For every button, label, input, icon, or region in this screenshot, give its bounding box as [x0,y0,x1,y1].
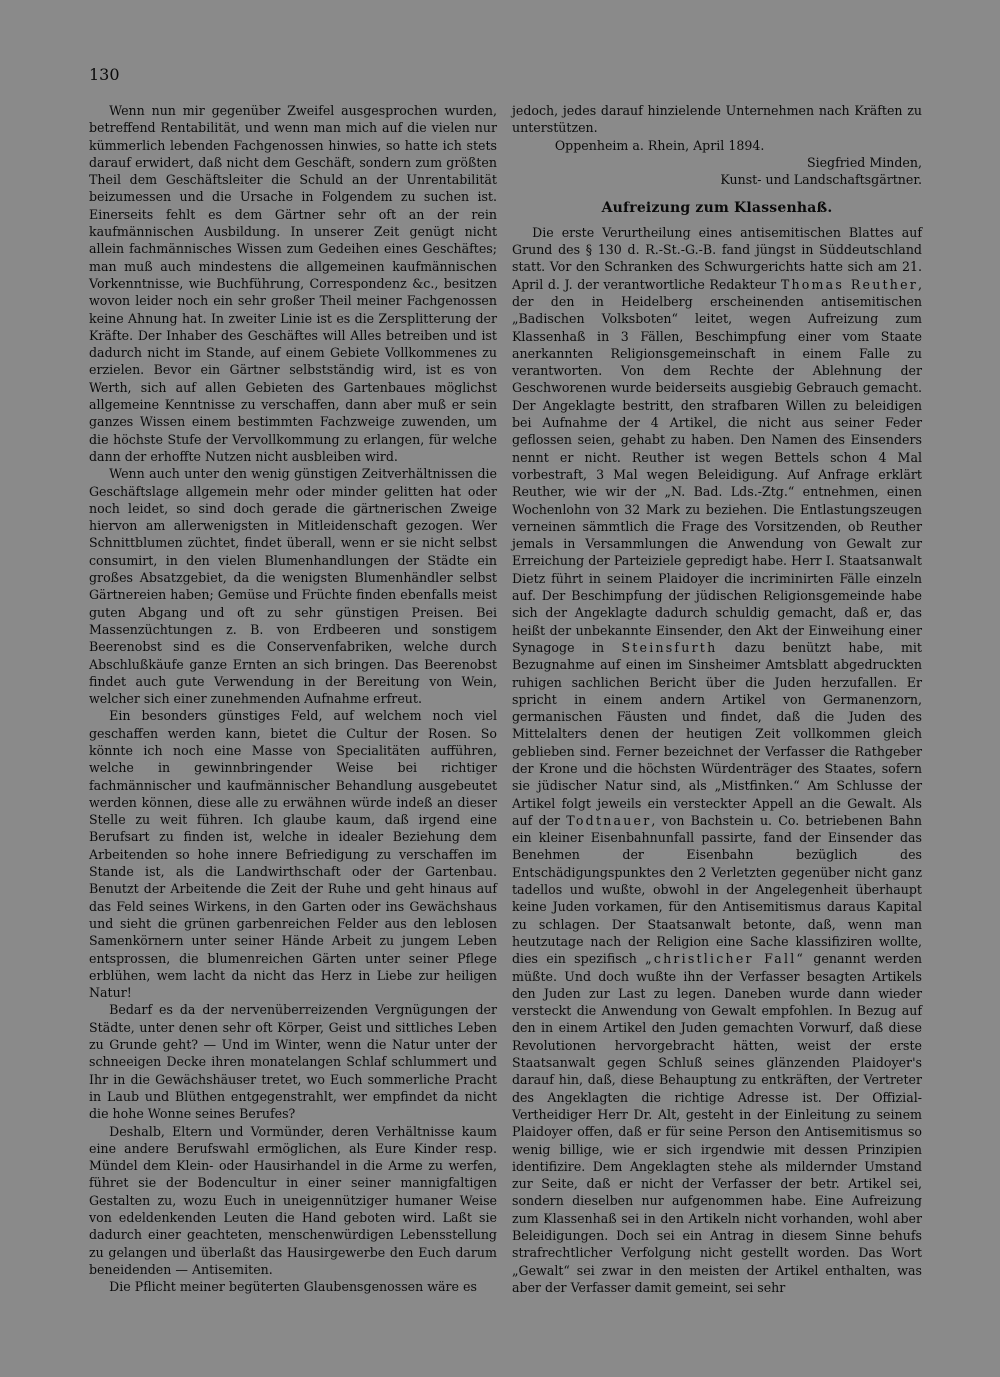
signoff-place-date: Oppenheim a. Rhein, April 1894. [554,137,765,153]
spaced-name: Steinsfurth [621,639,718,655]
article-paragraph [512,224,922,1296]
author-title: Kunst- und Landschaftsgärtner. [720,172,922,188]
text-run: genannt werden müßte. Und doch wußte ihn der Verfasser besagten Artikels den Juden zur Last zu legen. Daneben wurde dann wieder versteckt die Anwendung von Gewalt empfohlen. In Bezug auf den in einem Artikel den Juden gemachten Vorwurf, daß diese Revolutionen hervorgebracht hätten, weist der erste Staatsanwalt gegen Schluß seines glänzenden Plaidoyer's darauf hin, daß, diese Behauptung zu entkräften, der Vertreter des Angeklagten die richtige Adresse ist. Der Offizial-Vertheidiger Herr Dr. Alt, gesteht in der Einleitung zu seinem Plaidoyer offen, daß er für seine Person den Antisemitismus so wenig billige, wie er sich irgendwie mit dessen Prinzipien identifizire. Dem Angeklagten stehe als mildernder Umstand zur Seite, daß er nicht der Verfasser der betr. Artikel sei, sondern dieselben nur aufgenommen habe. Eine Aufreizung zum Klassenhaß sei in den Artikeln nicht vorhanden, wohl aber Beleidigungen. Doch sei ein Antrag in diesem Sinne behufs strafrechtlicher Verfolgung nicht gestellt worden. Das Wort „Gewalt“ sei zwar in den meisten der Artikel enthalten, was aber der Verfasser damit gemeint, sei sehr [512,951,922,1295]
spaced-name: Todtnauer [566,812,652,828]
paragraph: Wenn nun mir gegenüber Zweifel ausgesprochen wurden, betreffend Rentabilität, und wenn man mich auf die vielen nur kümmerlich lebenden Fachgenossen hinwies, so hatte ich stets darauf erwidert, daß nicht dem Geschäft, sondern zum größten Theil dem Geschäftsleiter die Schuld an der Unrentabilität beizumessen und die Ursache in Folgendem zu suchen ist. Einerseits fehlt es dem Gärtner sehr oft an der rein kaufmännischen Ausbildung. In unserer Zeit genügt nicht allein fachmännisches Wissen zum Gedeihen eines Geschäftes; man muß auch mindestens die allgemeinen kaufmännischen Vorkenntnisse, wie Buchführung, Correspondenz &c., besitzen wovon leider noch ein sehr großer Theil meiner Fachgenossen keine Ahnung hat. In zweiter Linie ist es die Zersplitterung der Kräfte. Der Inhaber des Geschäftes will Alles betreiben und ist dadurch nicht im Stande, auf einem Gebiete Vollkommenes zu erzielen. Bevor ein Gärtner selbstständig wird, ist es von Werth, sich auf allen Gebieten des Gartenbaues möglichst allgemeine Kenntnisse zu verschaffen, dann aber muß er sein ganzes Wissen einem bestimmten Fachzweige zuwenden, um die höchste Stufe der Vervollkommung zu erlangen, für welche dann der erhoffte Nutzen nicht ausbleiben wird. [89,103,497,464]
spaced-name: Thomas Reuther [780,276,918,292]
paragraph: Bedarf es da der nervenüberreizenden Vergnügungen der Städte, unter denen sehr oft Körper, Geist und sittliches Leben zu Grunde geht? — Und im Winter, wenn die Natur unter der schneeigen Decke ihren monatelangen Schlaf schlummert und Ihr in die Gewächshäuser tretet, wo Euch sommerliche Pracht in Laub und Blüthen entgegenstrahlt, wer empfindet da nicht die hohe Wonne seines Berufes? [89,1002,497,1122]
spaced-name: „christlicher Fall“ [645,951,806,967]
text-run: , der den in Heidelberg erscheinenden antisemitischen „Badischen Volksboten“ leitet, wegen Aufreizung zum Klassenhaß in 3 Fällen, Beschimpfung einer vom Staate anerkannten Religionsgemeinschaft in einem Falle zu verantworten. Von dem Rechte der Ablehnung der Geschworenen wurde beiderseits ausgiebig Gebrauch gemacht. Der Angeklagte bestritt, den strafbaren Willen zu beleidigen bei Aufnahme der 4 Artikel, die nicht aus seiner Feder geflossen seien, gehabt zu haben. Den Namen des Einsenders nennt er nicht. Reuther ist wegen Bettels schon 4 Mal vorbestraft, 3 Mal wegen Beleidigung. Auf Anfrage erklärt Reuther, wie wir der „N. Bad. Lds.-Ztg.“ entnehmen, einen Wochenlohn von 32 Mark zu beziehen. Die Entlastungszeugen verneinen sämmtlich die Frage des Vorsitzenden, ob Reuther jemals in Versammlungen die Anwendung von Gewalt zur Erreichung der Parteiziele gepredigt habe. Herr I. Staatsanwalt Dietz führt in seinem Plaidoyer die incriminirten Fälle einzeln auf. Der Beschimpfung der jüdischen Religionsgemeinde habe sich der Angeklagte dadurch schuldig gemacht, daß er, das heißt der unbekannte Einsender, den Akt der Einweihung einer Synagoge in [512,276,922,655]
page-number: 130 [89,65,120,84]
text-run: dazu benützt habe, mit Bezugnahme auf einen im Sinsheimer Amtsblatt abgedruckten ruhigen sachlichen Bericht über die Juden herzufallen. Er spricht in einem andern Artikel von Germanenzorn, germanischen Fäusten und findet, daß die Juden des Mittelalters denen der heutigen Zeit vollkommen gleich geblieben sind. Ferner bezeichnet der Verfasser die Rathgeber der Krone und die höchsten Würdenträger des Staates, sofern sie jüdischer Natur sind, als „Mistfinken.“ Am Schlusse der Artikel folgt jeweils ein versteckter Appell an die Gewalt. Als auf der [512,639,922,828]
paragraph: Die Pflicht meiner begüterten Glaubensgenossen wäre es [109,1279,477,1295]
paragraph: Deshalb, Eltern und Vormünder, deren Verhältnisse kaum eine andere Berufswahl ermöglichen, als Eure Kinder resp. Mündel dem Klein- oder Hausirhandel in die Arme zu werfen, führet sie der Bodencultur in einer seiner mannigfaltigen Gestalten zu, wozu Euch in uneigennütziger humaner Weise von edeldenkenden Leuten die Hand geboten wird. Laßt sie dadurch einer geachteten, menschenwürdigen Lebensstellung zu gelangen und überlaßt das Hausirgewerbe den Euch darum beneidenden — Antisemiten. [89,1123,497,1277]
text-run: Die erste Verurtheilung eines antisemitischen Blattes auf Grund des § 130 d. R.-St.-G.-B. fand jüngst in Süddeutschland statt. Vor den Schranken des Schwurgerichts hatte sich am 21. April d. J. der verantwortliche Redakteur [512,224,922,292]
continuation-paragraph: jedoch, jedes darauf hinzielende Unternehmen nach Kräften zu unterstützen. [512,103,922,136]
paragraph: Ein besonders günstiges Feld, auf welchem noch viel geschaffen werden kann, bietet die Cultur der Rosen. So könnte ich noch eine Masse von Specialitäten aufführen, welche in gewinnbringender Weise bei richtiger fachmännischer und kaufmännischer Behandlung ausgebeutet werden können, diese alle zu erwähnen würde indeß an dieser Stelle zu weit führen. Ich glaube kaum, daß irgend eine Berufsart zu finden ist, welche in idealer Beziehung dem Arbeitenden so hohe innere Befriedigung zu verschaffen im Stande ist, als die Landwirthschaft oder der Gartenbau. Benutzt der Arbeitende die Zeit der Ruhe und geht hinaus auf das Feld seines Wirkens, in den Garten oder ins Gewächshaus und sieht die grünen garbenreichen Felder aus den leblosen Samenkörnern unter seiner Hände Arbeit zu jungem Leben entsprossen, die blumenreichen Gärten unter seiner Pflege erblühen, wem lacht da nicht das Herz in Liebe zur heiligen Natur! [89,708,497,1001]
article-headline: Aufreizung zum Klassenhaß. [601,200,833,217]
author-name: Siegfried Minden, [806,154,922,170]
right-column [512,102,922,1296]
left-column [89,102,497,1295]
text-run: , von Bachstein u. Co. betriebenen Bahn ein kleiner Eisenbahnunfall passirte, fand der Einsender das Benehmen der Eisenbahn bezüglich des Entschädigungspunktes den 2 Verletzten gegenüber nicht ganz tadellos und wußte, obwohl in der Angelegenheit überhaupt keine Juden vorkamen, für den Antisemitismus daraus Kapital zu schlagen. Der Staatsanwalt betonte, daß, wenn man heutzutage nach der Religion eine Sache klassifiziren wollte, dies ein spezifisch [512,812,922,967]
paragraph: Wenn auch unter den wenig günstigen Zeitverhältnissen die Geschäftslage allgemein mehr oder minder gelitten hat oder noch leidet, so sind doch gerade die gärtnerischen Zweige hiervon am allerwenigsten in Mitleidenschaft gezogen. Wer Schnittblumen züchtet, findet überall, wenn er sie nicht selbst consumirt, in den vielen Blumenhandlungen der Städte ein großes Absatzgebiet, da die wenigsten Blumenhändler selbst Gärtnereien haben; Gemüse und Früchte finden ebenfalls meist guten Abgang und oft zu sehr günstigen Preisen. Bei Massenzüchtungen z. B. von Erdbeeren und sonstigem Beerenobst sind es die Conservenfabriken, welche durch Abschlußkäufe ganze Ernten an sich bringen. Das Beerenobst findet auch gute Verwendung in der Bereitung von Wein, welcher sich einer zunehmenden Aufnahme erfreut. [89,466,497,707]
